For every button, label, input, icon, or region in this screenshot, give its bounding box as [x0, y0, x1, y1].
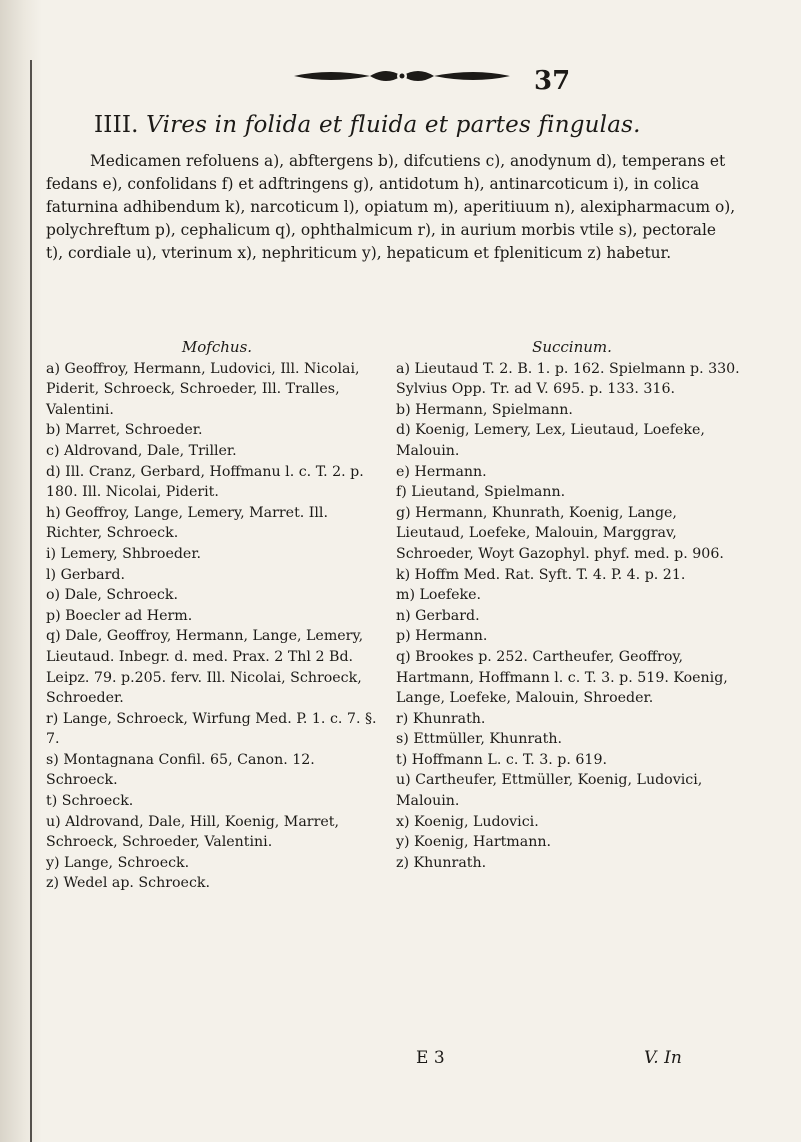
left-column	[46, 337, 388, 894]
signature-mark: E 3	[416, 1048, 445, 1068]
footnote-entry: p) Hermann.	[396, 628, 488, 645]
footnote-entry: c) Aldrovand, Dale, Triller.	[46, 442, 237, 459]
footnote-entry: k) Hoffm Med. Rat. Syft. T. 4. P. 4. p. 21.	[396, 566, 686, 583]
section-number: IIII.	[94, 112, 139, 138]
footnote-entry: n) Gerbard.	[396, 607, 480, 624]
footnote-entry: b) Hermann, Spielmann.	[396, 401, 573, 418]
footnote-entry: u) Cartheufer, Ettmüller, Koenig, Ludovici, Malouin.	[396, 772, 703, 810]
footnote-entry: b) Marret, Schroeder.	[46, 422, 203, 439]
footnote-entry: p) Boecler ad Herm.	[46, 607, 193, 624]
left-column-title: Mofchus.	[181, 338, 253, 356]
footnote-entry: m) Loefeke.	[396, 587, 482, 604]
section-title: Vires in folida et fluida et partes fingulas.	[146, 112, 641, 138]
footnote-entry: u) Aldrovand, Dale, Hill, Koenig, Marret, Schroeck, Schroeder, Valentini.	[46, 813, 339, 851]
footnote-entry: a) Geoffroy, Hermann, Ludovici, Ill. Nicolai, Piderit, Schroeck, Schroeder, Ill. Tralles, Valentini.	[46, 360, 360, 418]
page-number: 37	[534, 66, 571, 96]
footnote-entry: s) Montagnana Confil. 65, Canon. 12. Schroeck.	[46, 751, 315, 789]
footnote-entry: x) Koenig, Ludovici.	[396, 813, 539, 830]
footnote-entry: y) Koenig, Hartmann.	[396, 834, 552, 851]
footnote-entry: a) Lieutaud T. 2. B. 1. p. 162. Spielmann p. 330. Sylvius Opp. Tr. ad V. 695. p. 133. 316.	[396, 360, 740, 398]
footnote-entry: l) Gerbard.	[46, 566, 126, 583]
footnote-entry: t) Schroeck.	[46, 793, 134, 810]
footnote-entry: q) Brookes p. 252. Cartheufer, Geoffroy, Hartmann, Hoffmann l. c. T. 3. p. 519. Koenig, Lange, Loefeke, Malouin, Shroeder.	[396, 648, 728, 707]
footnote-entry: r) Khunrath.	[396, 710, 486, 727]
footnote-entry: z) Wedel ap. Schroeck.	[46, 875, 211, 892]
footnote-entry: g) Hermann, Khunrath, Koenig, Lange, Lieutaud, Loefeke, Malouin, Marggrav, Schroeder, Woyt Gazophyl. phyf. med. p. 906.	[396, 504, 724, 562]
footnote-entry: s) Ettmüller, Khunrath.	[396, 731, 562, 748]
section-heading	[94, 112, 641, 138]
footnote-entry: z) Khunrath.	[396, 854, 487, 871]
footnote-entry: q) Dale, Geoffroy, Hermann, Lange, Lemery, Lieutaud. Inbegr. d. med. Prax. 2 Thl 2 Bd. Leipz. 79. p.205. ferv. Ill. Nicolai, Schroeck, Schroeder.	[46, 628, 364, 707]
footnote-entry: i) Lemery, Shbroeder.	[46, 545, 202, 562]
binding-gutter	[0, 0, 42, 1142]
right-column-title: Succinum.	[532, 338, 612, 356]
footnote-entry: h) Geoffroy, Lange, Lemery, Marret. Ill. Richter, Schroeck.	[46, 504, 328, 542]
footnote-entry: o) Dale, Schroeck.	[46, 587, 178, 604]
catchword: V. In	[644, 1048, 682, 1068]
footnote-entry: r) Lange, Schroeck, Wirfung Med. P. 1. c. 7. §. 7.	[46, 710, 377, 748]
footnote-entry: e) Hermann.	[396, 463, 487, 480]
binding-edge-line	[30, 60, 32, 1142]
right-column	[396, 337, 748, 873]
footnote-entry: f) Lieutand, Spielmann.	[396, 484, 566, 501]
footnote-entry: y) Lange, Schroeck.	[46, 854, 190, 871]
intro-paragraph	[46, 150, 736, 265]
footnote-entry: d) Koenig, Lemery, Lex, Lieutaud, Loefeke, Malouin.	[396, 422, 705, 459]
headpiece-ornament-icon	[290, 64, 514, 88]
intro-text: Medicamen refoluens a), abftergens b), difcutiens c), anodynum d), temperans et fedans e), confolidans f) et adftringens g), antidotum h), antinarcoticum i), in colica faturnina adhibendum k), narcoticum l), opiatum m), aperitiuum n), alexipharmacum o), polychreftum p), cephalicum q), ophthalmicum r), in aurium morbis vtile s), pectorale t), cordiale u), vterinum x), nephriticum y), hepaticum et fpleniticum z) habetur.	[46, 152, 736, 262]
footnote-entry: t) Hoffmann L. c. T. 3. p. 619.	[396, 751, 607, 768]
footnote-entry: d) Ill. Cranz, Gerbard, Hoffmanu l. c. T. 2. p. 180. Ill. Nicolai, Piderit.	[46, 463, 364, 501]
